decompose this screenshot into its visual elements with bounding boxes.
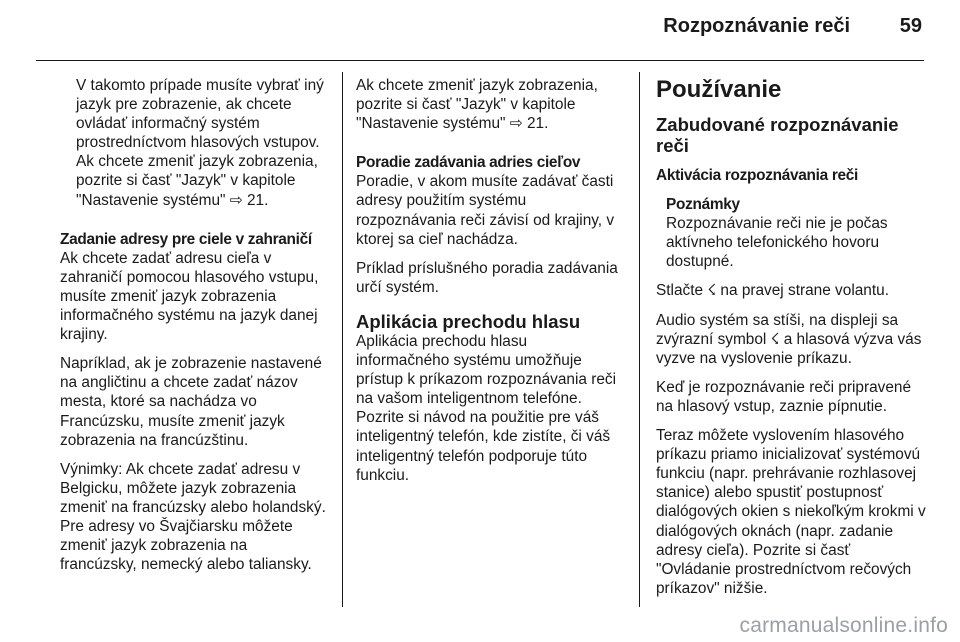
foreign-destination-heading: Zadanie adresy pre ciele v zahraničí (60, 230, 312, 248)
builtin-recognition-heading: Zabudované rozpoznávanie reči (656, 114, 899, 156)
beep-paragraph: Keď je rozpoznávanie reči pripravené na hlasový vstup, zaznie pípnutie. (656, 378, 911, 415)
press-button-paragraph: Stlačte ☇ na pravej strane volantu. (656, 282, 889, 300)
note-box (656, 195, 926, 271)
voice-passthrough-heading: Aplikácia prechodu hlasu (356, 310, 581, 332)
column-divider-1 (342, 72, 343, 607)
column-divider-2 (639, 72, 640, 607)
exceptions-paragraph: Výnimky: Ak chcete zadať adresu v Belgicku, môžete jazyk zobrazenia zmeniť na francúzsky alebo holandský. Pre adresy vo Švajčiarsku môžete zmeniť jazyk zobrazenia na francúzsky, nemecký alebo taliansky. (60, 460, 326, 574)
language-note-paragraph: V takomto prípade musíte vybrať iný jazyk pre zobrazenie, ak chcete ovládať informačný systém prostredníctvom hlasových vstupov. Ak chcete zmeniť jazyk zobrazenia, pozrite si časť "Jazyk" v kapitole "Nastavenie systému" ⇨ 21. (76, 77, 324, 209)
display-language-paragraph: Ak chcete zmeniť jazyk zobrazenia, pozrite si časť "Jazyk" v kapitole "Nastavenie systému" ⇨ 21. (356, 77, 598, 133)
header-divider (36, 60, 924, 61)
column-3 (656, 76, 926, 608)
audio-mute-paragraph: Audio systém sa stíši, na displeji sa zvýrazní symbol ☇ a hlasová výzva vás vyzve na vyslovenie príkazu. (656, 311, 922, 367)
order-example-paragraph: Príklad príslušného poradia zadávania určí systém. (356, 259, 618, 296)
address-order-heading: Poradie zadávania adries cieľov (356, 154, 581, 172)
note-title: Poznámky (666, 196, 740, 214)
column-1 (60, 76, 328, 584)
voice-command-paragraph: Teraz môžete vyslovením hlasového príkazu priamo inicializovať systémovú funkciu (napr. prehrávanie rozhlasovej stanice) alebo spustiť postupnosť dialógových okien s niekoľkým krokmi v dialógových oknách (napr. zadanie adresy cieľa). Pozrite si časť "Ovládanie prostredníctvom rečových príkazov" nižšie. (656, 427, 926, 597)
example-paragraph: Napríklad, ak je zobrazenie nastavené na angličtinu a chcete zadať názov mesta, ktoré sa nachádza vo Francúzsku, musíte zmeniť jazyk zobrazenia na francúzštinu. (60, 355, 322, 449)
watermark: carmanualsonline.info (739, 614, 948, 637)
page-number: 59 (899, 15, 922, 37)
page-title: Rozpoznávanie reči (663, 15, 850, 37)
foreign-destination-paragraph: Ak chcete zadať adresu cieľa v zahraničí pomocou hlasového vstupu, musíte zmeniť jazyk zobrazenia informačného systému na jazyk danej krajiny. (60, 249, 319, 344)
column-2 (356, 76, 624, 495)
usage-heading: Používanie (656, 76, 782, 103)
address-order-paragraph: Poradie, v akom musíte zadávať časti adresy použitím systému rozpoznávania reči závisí od krajiny, v ktorej sa cieľ nachádza. (356, 173, 615, 248)
activation-heading: Aktivácia rozpoznávania reči (656, 167, 859, 184)
note-text: Rozpoznávanie reči nie je počas aktívneho telefonického hovoru dostupné. (666, 215, 888, 271)
voice-passthrough-paragraph: Aplikácia prechodu hlasu informačného systému umožňuje prístup k príkazom rozpoznávania reči na vašom inteligentnom telefóne. Pozrite si návod na použitie pre váš inteligentný telefón, kde zistíte, či váš inteligentný telefón podporuje túto funkciu. (356, 332, 617, 484)
